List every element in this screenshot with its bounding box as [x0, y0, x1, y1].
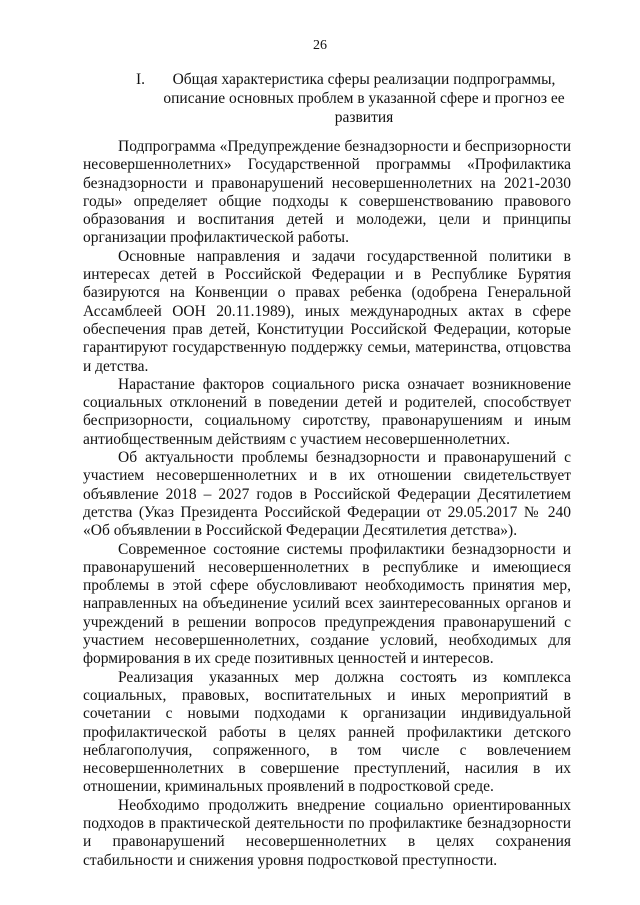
- section-heading: [136, 70, 574, 127]
- paragraph-5: Современное состояние системы профилактики безнадзорности и правонарушений несовершеннолетних в республике и имеющиеся проблемы в этой сфере обусловливают необходимость принятия мер, направленных на объединение усилий всех заинтересованных органов и учреждений в решении вопросов предупреждения правонарушений с участием несовершеннолетних, создание условий, необходимых для формирования в их среде позитивных ценностей и интересов.: [83, 540, 571, 668]
- paragraph-4: Об актуальности проблемы безнадзорности и правонарушений с участием несовершеннолетних и в их отношении свидетельствует объявление 2018 – 2027 годов в Российской Федерации Десятилетием детства (Указ Президента Российской Федерации от 29.05.2017 № 240 «Об объявлении в Российской Федерации Десятилетия детства»).: [83, 449, 571, 540]
- section-title: Общая характеристика сферы реализации подпрограммы, описание основных проблем в указанной сфере и прогноз ее развития: [163, 71, 565, 126]
- document-body: [83, 138, 571, 870]
- paragraph-2: Основные направления и задачи государственной политики в интересах детей в Российской Федерации и в Республике Бурятия базируются на Конвенции о правах ребенка (одобрена Генеральной Ассамблеей ООН 20.11.1989), иных международных актах в сфере обеспечения прав детей, Конституции Российской Федерации, которые гарантируют государственную поддержку семьи, материнства, отцовства и детства.: [83, 247, 571, 375]
- paragraph-6: Реализация указанных мер должна состоять из комплекса социальных, правовых, воспитательных и иных мероприятий в сочетании с новыми подходами к организации индивидуальной профилактической работы в целях ранней профилактики детского неблагополучия, сопряженного, в том числе с вовлечением несовершеннолетних в совершение преступлений, насилия в их отношении, криминальных проявлений в подростковой среде.: [83, 668, 571, 796]
- paragraph-7: Необходимо продолжить внедрение социально ориентированных подходов в практической деятельности по профилактике безнадзорности и правонарушений несовершеннолетних в целях сохранения стабильности и снижения уровня подростковой преступности.: [83, 796, 571, 869]
- paragraph-3: Нарастание факторов социального риска означает возникновение социальных отклонений в поведении детей и родителей, способствует беспризорности, социальному сиротству, правонарушениям и иным антиобщественным действиям с участием несовершеннолетних.: [83, 375, 571, 448]
- section-number: I.: [136, 71, 146, 88]
- page-number: 26: [313, 38, 327, 53]
- paragraph-1: Подпрограмма «Предупреждение безнадзорности и беспризорности несовершеннолетних» Государственной программы «Профилактика безнадзорности и правонарушений несовершеннолетних на 2021-2030 годы» определяет общие подходы к совершенствованию правового образования и воспитания детей и молодежи, цели и принципы организации профилактической работы.: [83, 138, 571, 247]
